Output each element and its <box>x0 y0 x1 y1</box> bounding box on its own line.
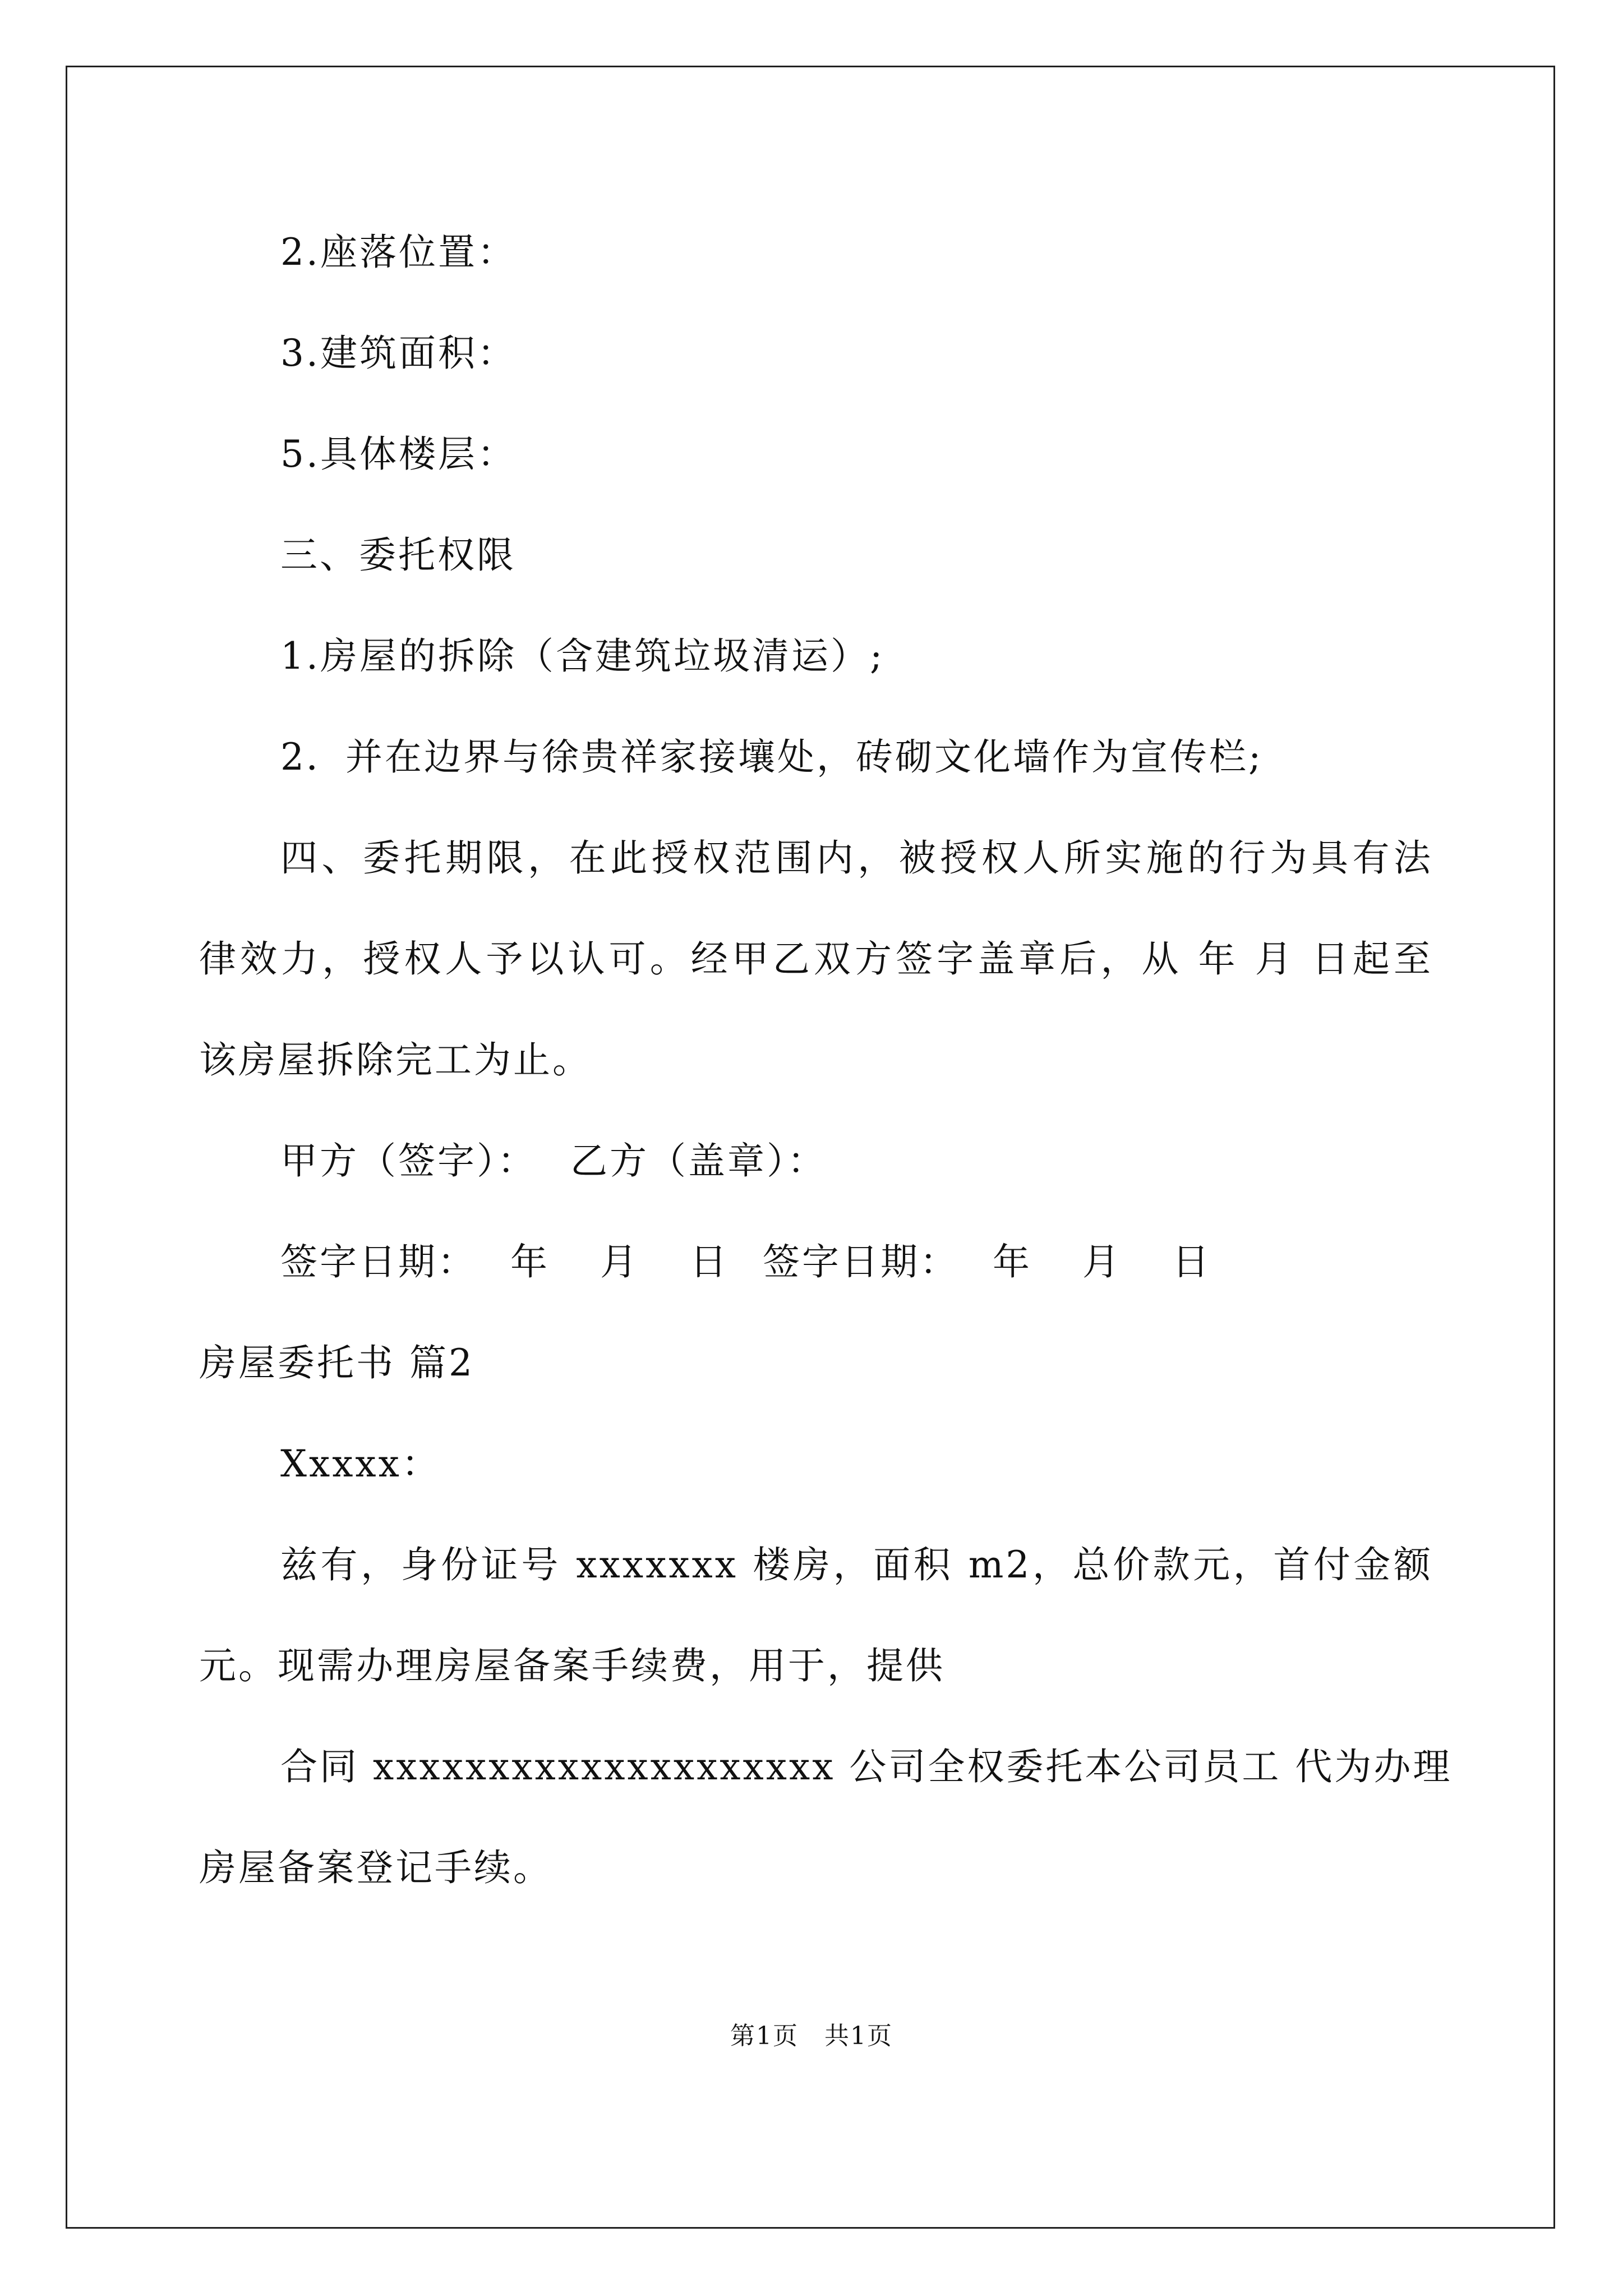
term-paragraph-line-2: 律效力，授权人予以认可。经甲乙双方签字盖章后，从 年 月 日起至 <box>199 937 1433 981</box>
section-heading-authority: 三、委托权限 <box>280 533 516 577</box>
signing-date-line <box>280 1237 1211 1287</box>
document-title-part-2: 房屋委托书 篇2 <box>199 1341 474 1384</box>
party-b-month: 月 <box>1082 1240 1122 1283</box>
party-a-signature-label: 甲方（签字）： <box>280 1139 537 1182</box>
item-location: 2.座落位置： <box>280 231 517 274</box>
party-b-date-label: 签字日期： <box>763 1240 959 1283</box>
party-b-year: 年 <box>993 1240 1032 1283</box>
term-paragraph-line-3: 该房屋拆除完工为止。 <box>199 1038 592 1082</box>
item-building-area: 3.建筑面积： <box>280 332 517 375</box>
item-floor: 5.具体楼层： <box>280 432 517 476</box>
body-paragraph-1-line-1: 兹有，身份证号 xxxxxxx 楼房，面积 m2，总价款元，首付金额 <box>280 1543 1433 1586</box>
signature-line <box>280 1136 827 1186</box>
party-a-date-label: 签字日期： <box>280 1240 477 1283</box>
party-a-day: 日 <box>690 1240 729 1283</box>
party-a-month: 月 <box>600 1240 639 1283</box>
body-paragraph-2-line-1: 合同 xxxxxxxxxxxxxxxxxxxx 公司全权委托本公司员工 代为办理 <box>280 1745 1453 1788</box>
party-a-year: 年 <box>510 1240 550 1283</box>
authority-item-2: 2．并在边界与徐贵祥家接壤处，砖砌文化墙作为宣传栏; <box>280 735 1264 779</box>
addressee: Xxxxx： <box>280 1442 441 1485</box>
body-paragraph-1-line-2: 元。现需办理房屋备案手续费，用于，提供 <box>199 1644 945 1687</box>
party-b-day: 日 <box>1172 1240 1211 1283</box>
party-b-seal-label: 乙方（盖章）： <box>570 1139 827 1182</box>
term-paragraph-line-1: 四、委托期限，在此授权范围内，被授权人所实施的行为具有法 <box>280 836 1433 880</box>
page-number-footer: 第1页 共1页 <box>730 2022 893 2050</box>
body-paragraph-2-line-2: 房屋备案登记手续。 <box>199 1846 552 1889</box>
authority-item-1: 1.房屋的拆除（含建筑垃圾清运）; <box>280 634 885 678</box>
